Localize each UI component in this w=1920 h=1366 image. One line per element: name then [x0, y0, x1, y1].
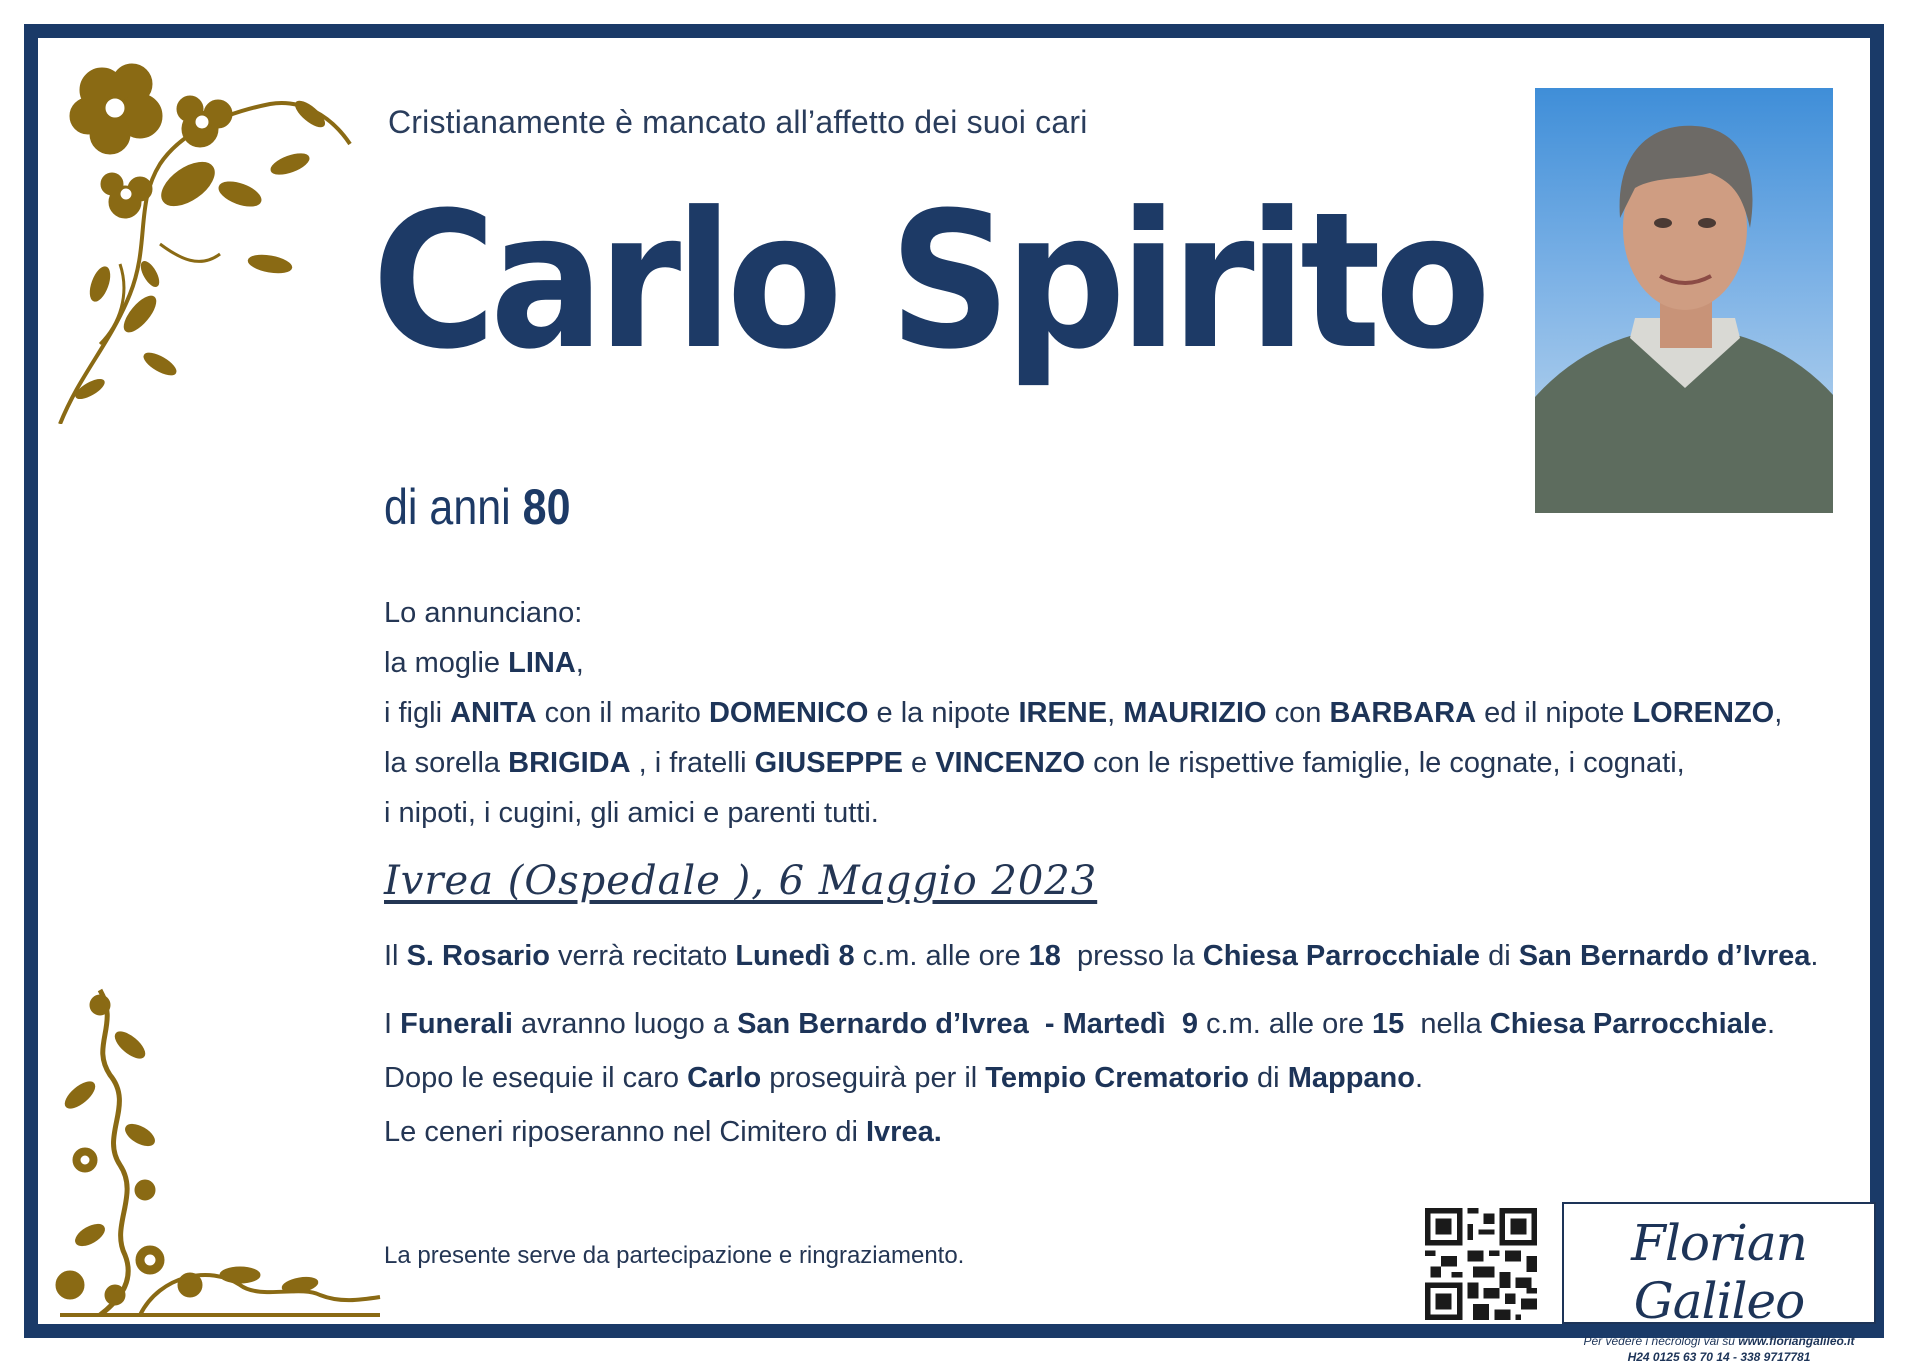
text-span: Per vedere i necrologi vai su — [1583, 1334, 1739, 1348]
announce-line-2 — [384, 638, 1782, 688]
name-domenico: DOMENICO — [708, 697, 869, 729]
text-span: di — [1480, 940, 1519, 972]
age-line — [384, 478, 571, 536]
announce-line-1: Lo annunciano: — [384, 597, 583, 629]
deceased-name: Carlo Spirito — [372, 172, 1485, 391]
portrait-photo — [1535, 88, 1833, 513]
text-span: , — [1774, 697, 1783, 729]
text-span: c.m. alle ore — [1197, 1008, 1373, 1040]
text-span: , — [1107, 697, 1124, 729]
name-vincenzo: VINCENZO — [935, 747, 1086, 779]
text-span: , — [575, 647, 584, 679]
text-span: ed il nipote — [1476, 697, 1633, 729]
text-span: proseguirà per il — [761, 1062, 986, 1094]
text-span: con — [1266, 697, 1330, 729]
bold-span: Chiesa Parrocchiale — [1202, 940, 1481, 972]
bold-span: Tempio Crematorio — [985, 1062, 1249, 1094]
text-span: verrà recitato — [550, 940, 736, 972]
text-span: e la nipote — [868, 697, 1019, 729]
text-span: la moglie — [384, 647, 509, 679]
text-span: con il marito — [536, 697, 709, 729]
text-span: . — [1414, 1062, 1424, 1094]
bold-span: Lunedì 8 — [735, 940, 855, 972]
logo-name: Florian Galileo — [1631, 1214, 1807, 1330]
bold-span: Mappano — [1287, 1062, 1415, 1094]
text-span: c.m. alle ore — [854, 940, 1029, 972]
intro-text: Cristianamente è mancato all’affetto dei suoi cari — [388, 104, 1088, 140]
text-span: I — [384, 1008, 401, 1040]
text-span: , i fratelli — [630, 747, 755, 779]
text-span: i figli — [384, 697, 451, 729]
funerali-line — [384, 1008, 1775, 1041]
bold-span: Carlo — [687, 1062, 762, 1094]
footer-note: La presente serve da partecipazione e ringraziamento. — [384, 1242, 965, 1269]
bold-span: S. Rosario — [406, 940, 550, 972]
portrait-illustration — [1535, 88, 1833, 513]
name-brigida: BRIGIDA — [508, 747, 631, 779]
name-lorenzo: LORENZO — [1632, 697, 1775, 729]
text-span: . — [1767, 1008, 1776, 1040]
ceneri-line — [384, 1116, 942, 1149]
text-span: . — [1810, 940, 1819, 972]
text-span: e — [902, 747, 936, 779]
name-irene: IRENE — [1018, 697, 1108, 729]
text-span: di — [1249, 1062, 1288, 1094]
announce-line-3 — [384, 688, 1782, 738]
announce-line-5: i nipoti, i cugini, gli amici e parenti tutti. — [384, 797, 879, 829]
logo-website-line — [1564, 1334, 1874, 1348]
text-span: avranno luogo a — [512, 1008, 738, 1040]
esequie-line — [384, 1062, 1423, 1095]
funeral-home-logo[interactable] — [1562, 1202, 1876, 1364]
name-maurizio: MAURIZIO — [1123, 697, 1267, 729]
floral-ornament-top — [40, 44, 380, 424]
text-span: nella — [1404, 1008, 1490, 1040]
bold-span: 18 — [1028, 940, 1061, 972]
age-value: 80 — [522, 479, 571, 535]
bold-span: San Bernardo d’Ivrea — [1518, 940, 1811, 972]
bold-span: Ivrea. — [865, 1116, 942, 1148]
name-giuseppe: GIUSEPPE — [754, 747, 903, 779]
name-barbara: BARBARA — [1329, 697, 1477, 729]
text-span: con le rispettive famiglie, le cognate, i cognati, — [1085, 747, 1685, 779]
bold-span: Chiesa Parrocchiale — [1489, 1008, 1768, 1040]
age-prefix: di anni — [384, 479, 511, 535]
website-link[interactable]: www.floriangalileo.it — [1738, 1334, 1855, 1348]
floral-ornament-bottom — [40, 985, 390, 1330]
announcement-block — [384, 588, 1782, 838]
bold-span: 15 — [1372, 1008, 1405, 1040]
text-span: Il — [384, 940, 407, 972]
text-span: la sorella — [384, 747, 509, 779]
place-date-line: Ivrea (Ospedale ), 6 Maggio 2023 — [384, 858, 1098, 904]
announce-line-4 — [384, 738, 1782, 788]
rosario-line — [384, 940, 1818, 973]
name-wife: LINA — [508, 647, 576, 679]
text-span: presso la — [1060, 940, 1203, 972]
text-span: Dopo le esequie il caro — [384, 1062, 688, 1094]
text-span: Le ceneri riposeranno nel Cimitero di — [384, 1116, 866, 1148]
qr-code-icon[interactable] — [1425, 1208, 1537, 1320]
bold-span: San Bernardo d’Ivrea - Martedì 9 — [737, 1008, 1198, 1040]
logo-phone-line: H24 0125 63 70 14 - 338 9717781 — [1627, 1350, 1811, 1364]
bold-span: Funerali — [400, 1008, 513, 1040]
name-anita: ANITA — [450, 697, 537, 729]
